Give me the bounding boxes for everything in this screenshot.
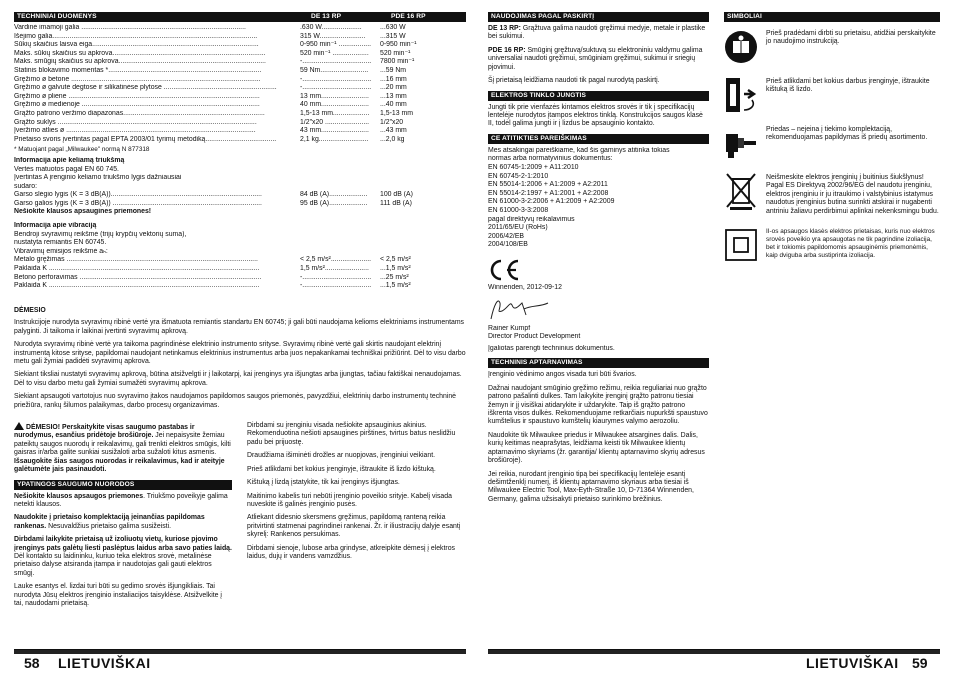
table-cell-v2: ...20 mm xyxy=(380,84,407,92)
table-cell-v1: -.................................... xyxy=(300,58,372,66)
table-cell-v2: 7800 min⁻¹ xyxy=(380,58,415,66)
table-row xyxy=(14,282,466,291)
left-page xyxy=(14,12,466,672)
table-row xyxy=(14,93,466,102)
table-cell-label: Sūkių skaičius laisva eiga....................................................................................... xyxy=(14,41,259,49)
ce-place-date: Winnenden, 2012-09-12 xyxy=(488,283,562,291)
text-line: nustatyta remiantis EN 60745. xyxy=(14,239,107,247)
table-cell-v1: 1,5 m/s²....................... xyxy=(300,265,369,273)
table-row xyxy=(14,256,466,265)
text-line: 2011/65/EU (RoHs) xyxy=(488,224,548,232)
table-cell-label: Gręžimo ø medienoje ............................................................................................. xyxy=(14,101,260,109)
signature xyxy=(488,295,709,325)
text-line: pagal direktyvų reikalavimus xyxy=(488,215,575,223)
table-row xyxy=(14,127,466,136)
paragraph: Dirbdami sienoje, lubose arba grindyse, atkreipkite dėmesį į elektros laidus, dujų ir vandens vamzdžius. xyxy=(247,544,455,561)
left-footer xyxy=(14,649,466,671)
right-page xyxy=(488,12,940,672)
paragraph: Maitinimo kabelis turi nebūti įrenginio poveikio srityje. Kabelį visada nuveskite iš galinės įrenginio pusės. xyxy=(247,492,452,508)
symbol-class-ii xyxy=(724,226,940,264)
ce-signatory: Rainer Kumpf xyxy=(488,324,531,332)
symbol-unplug-text: Prieš atlikdami bet kokius darbus įrenginyje, ištraukite kištuką iš lizdo. xyxy=(766,78,930,94)
general-warning: DĖMESIO! Perskaitykite visas saugumo pastabas ir nurodymus, esančius pridėtoje brošiūroje. Jei nepaisysite žemiau pateiktų saugos nuorodų ir reikalavimų, gali trenkti elektros smūgis, kilti gaisras ir/arba galite sunkiai susižaloti arba sužaloti kitus asmenis. Išsaugokite šias saugos nuorodas ir reikalavimus, kad ir ateityje galėtumėte jais pasinaudoti. xyxy=(14,424,231,474)
paragraph: Dažnai naudojant smūginio gręžimo režimu, reikia reguliariai nuo grąžto patrono pašalinti dulkes. Tam laikykite įrenginį grąžto patronu tiesiai žemyn ir jį visiškai atidarykite ir uždarykite. Taip iš grąžto patrono iškrenta visos dulkės. Rekomenduojame retkarčiais nupurkšti spaustuvo kumštelius ir spaustuvo kumštelių kiaurymes valymo aerozoliu. xyxy=(488,384,708,426)
table-cell-v1: 0-950 min⁻¹ ................. xyxy=(300,41,372,49)
accessory-icon xyxy=(724,124,758,162)
table-cell-label: Garso galios lygis (K = 3 dB(A)) .............................................................................. xyxy=(14,199,262,207)
table-cell-v1: -.................................... xyxy=(300,273,372,281)
table-cell-label: Įveržimo atlies ø ................................................................................................... xyxy=(14,127,256,135)
usage-pde16: PDE 16 RP: Smūginį gręžtuvą/suktuvą su elektroniniu valdymu galima universaliai naudoti gręžimui, smūginiam gręžimui, sukimui ir sriegių pjovimui. xyxy=(488,46,703,71)
table-cell-label: Betono perforavimas ............................................................................................... xyxy=(14,273,262,281)
text-line: 2004/108/EB xyxy=(488,241,528,249)
table-cell-v1: 40 mm......................... xyxy=(300,101,369,109)
table-row xyxy=(14,67,466,76)
attention-title: DĖMESIO xyxy=(14,306,46,314)
vibration-intro xyxy=(14,231,466,257)
text-line: EN 61000-3-2:2006 + A1:2009 + A2:2009 xyxy=(488,198,615,206)
read-manual-icon xyxy=(724,28,758,66)
usage-de13: DE 13 RP: Grąžtuva galima naudoti gręžimui medyje, metale ir plastike bei sukimui. xyxy=(488,25,706,41)
symbol-accessory-text: Priedas – nejeina į tiekimo komplektaciją, rekomenduojamas papildymas iš priedų asortimento. xyxy=(766,126,928,142)
table-row xyxy=(14,41,466,50)
text-line: Įvertintas A įrenginio keliamo triukšmo lygis dažniausiai xyxy=(14,174,182,182)
table-cell-v2: ...25 m/s² xyxy=(380,273,409,281)
signature-icon xyxy=(488,295,558,323)
table-row xyxy=(14,24,466,33)
table-cell-v2: 111 dB (A) xyxy=(380,199,412,207)
table-row xyxy=(14,58,466,67)
noise-title: Informacija apie keliamą triukšmą xyxy=(14,156,125,164)
maintenance-text xyxy=(488,371,709,504)
paragraph: Siekiant tiksliai nustatyti svyravimų apkrovą, būtina atsižvelgti ir į laikotarpį, kai įrenginys yra išjungtas arba įjungtas, tačiau faktiškai nenaudojamas. Dėl to visu darbo metu gali žymiai sumažėti svyravimų apkrova. xyxy=(14,371,462,387)
table-cell-label: Gręžimo ø galvutė degtose ir silikatinėse plytose ........................................................... xyxy=(14,84,277,92)
table-cell-label: Prietaiso svoris įvertintas pagal EPTA 2003/01 tyrimų metodiką..................................... xyxy=(14,135,277,143)
text-line: Vertės matuotos pagal EN 60 745. xyxy=(14,165,119,173)
table-cell-v1: < 2,5 m/s²..................... xyxy=(300,256,372,264)
paragraph: Atliekant didesnio skersmens gręžimus, papildomą ranteną reikia pritvirtinti statmenai pagrindinei rankenai. Žr. ir iliustracijų dalyje esantį skyrelį: Rankenos persukimas. xyxy=(247,514,461,539)
table-row xyxy=(14,200,466,209)
table-cell-v2: 1/2"x20 xyxy=(380,118,404,126)
ce-text xyxy=(488,147,709,250)
symbol-read-manual xyxy=(724,28,940,66)
table-cell-v1: 13 mm......................... xyxy=(300,92,369,100)
paragraph: Draudžiama išiminėti drožles ar nuopjovas, įrenginiui veikiant. xyxy=(247,452,436,460)
text-line: EN 55014-2:1997 + A1:2001 + A2:2008 xyxy=(488,189,609,197)
text-line: EN 61000-3-3:2008 xyxy=(488,206,549,214)
table-cell-label: Maks. smūgių skaičius su apkrova............................................................................. xyxy=(14,58,266,66)
table-cell-v2: 0-950 min⁻¹ xyxy=(380,41,417,49)
noise-warning: Nešiokite klausos apsaugines priemones! xyxy=(14,208,152,216)
weee-bin-icon xyxy=(724,172,758,210)
table-row xyxy=(14,265,466,274)
table-cell-v1: 520 min⁻¹ ................... xyxy=(300,49,369,57)
table-cell-label: Metalo gręžimas .................................................................................................... xyxy=(14,256,258,264)
text-line: EN 55014-1:2006 + A1:2009 + A2:2011 xyxy=(488,181,608,189)
table-cell-v1: 84 dB (A).................... xyxy=(300,191,368,199)
table-cell-label: Grąžto patrono veržimo diapazonas.......................................................................... xyxy=(14,109,265,117)
table-cell-v2: ...1,5 m/s² xyxy=(380,282,411,290)
right-col-2 xyxy=(724,12,940,274)
noise-intro xyxy=(14,166,466,192)
right-footer xyxy=(488,649,940,671)
right-page-number: 59 xyxy=(912,655,928,671)
text-line: EN 60745-1:2009 + A11:2010 xyxy=(488,163,579,171)
table-cell-v1: -.................................... xyxy=(300,75,372,83)
usage-header: NAUDOJIMAS PAGAL PASKIRTĮ xyxy=(488,12,709,22)
table-cell-v2: 100 dB (A) xyxy=(380,191,413,199)
table-cell-v2: 520 min⁻¹ xyxy=(380,49,411,57)
symbol-accessory xyxy=(724,124,940,162)
symbol-class-ii-text: II-os apsaugos klasės elektros prietaisas, kuris nuo elektros srovės poveikio yra apsaugotas ne tik pagrindine izoliacija, bet ir tokiomis papildomomis apsauginėmis priemonėmis, kaip dviguba arba sustiprinta izoliacija. xyxy=(766,228,935,259)
maintenance-header: TECHNINIS APTARNAVIMAS xyxy=(488,358,709,368)
table-cell-v2: ...16 mm xyxy=(380,75,407,83)
table-row xyxy=(14,191,466,200)
table-row xyxy=(14,84,466,93)
table-cell-label: Vardinė imamoji galia ...................................................................................... xyxy=(14,24,246,31)
table-cell-v1: 95 dB (A).................... xyxy=(300,199,368,207)
tech-data-table xyxy=(14,24,466,144)
table-row xyxy=(14,50,466,59)
paragraph: Naudokite tik Milwaukee priedus ir Milwaukee atsargines dalis. Dalis, kurių keitimas neaprašytas, leidžiama keisti tik Milwaukee klientų aptarnavimo skyriams (žr. garantija/ klientų aptarnavimo skyrių adresus brošiūroje). xyxy=(488,431,705,465)
paragraph: Siekiant apsaugoti vartotojus nuo svyravimo įtakos naudojamos papildomos saugos priemonės, pavyzdžiui, elektrinių darbo instrumentų techninė priežiūra, rankų šilumos palaikymas, darbo procesų organizavimas. xyxy=(14,393,457,409)
left-language: LIETUVIŠKAI xyxy=(58,655,151,671)
connection-header: ELEKTROS TINKLO JUNGTIS xyxy=(488,91,709,101)
table-cell-v1: 1/2"x20 ....................... xyxy=(300,118,370,126)
table-cell-v2: ...59 Nm xyxy=(380,66,407,74)
paragraph: Dirbdami su įrenginiu visada nešiokite apsauginius akinius. Rekomenduotina nešioti apsaugines pirštines, tvirtus batus neslidžiu padu bei prijuostę. xyxy=(247,422,456,446)
safety-hearing: Nešiokite klausos apsaugos priemones. Triukšmo poveikyje galima netekti klausos. xyxy=(14,492,228,508)
table-cell-v2: ...13 mm xyxy=(380,92,407,100)
table-cell-label: Statinis blokavimo momentas *................................................................................ xyxy=(14,66,262,74)
table-cell-v2: 1,5-13 mm xyxy=(380,109,413,117)
ce-header: CE ATITIKTIES PAREIŠKIMAS xyxy=(488,134,709,144)
table-cell-v1: 1,5-13 mm................... xyxy=(300,109,370,117)
right-col-1 xyxy=(488,12,709,509)
left-footer-bar xyxy=(14,650,466,654)
noise-table xyxy=(14,191,466,208)
table-cell-v2: < 2,5 m/s² xyxy=(380,256,411,264)
text-line: EN 60745-2-1:2010 xyxy=(488,172,549,180)
table-row xyxy=(14,33,466,42)
usage-note: Šį prietaisą leidžiama naudoti tik pagal nurodytą paskirtį. xyxy=(488,77,660,85)
table-cell-label: Garso slėgio lygis (K = 3 dB(A))............................................................................... xyxy=(14,191,262,199)
ce-signatory-title: Director Product Development xyxy=(488,333,581,341)
class-ii-icon xyxy=(724,226,758,264)
text-line: normas arba normatyvinius dokumentus: xyxy=(488,155,613,163)
vibration-table xyxy=(14,256,466,290)
ce-authorized: Įgaliotas parengti techninius dokumentus. xyxy=(488,344,615,352)
table-row xyxy=(14,119,466,128)
paragraph: Prieš atlikdami bet kokius įrenginyje, ištraukite iš lizdo kištuką. xyxy=(247,465,436,473)
table-cell-label: Paklaida K .............................................................................................................. xyxy=(14,282,260,290)
connection-text: Jungti tik prie vienfazės kintamos elektros srovės ir tik į specifikacijų lentelėje nurodytos įtampos elektros tinklą. Konstrukcijos saugos klasė II, todėl galima jungti ir į lizdus be apsauginio kontakto. xyxy=(488,103,703,128)
paragraph: Kištuką į lizdą įstatykite, tik kai įrenginys išjungtas. xyxy=(247,479,400,487)
table-cell-v1: 2,1 kg.......................... xyxy=(300,135,369,143)
table-cell-v1: -.................................... xyxy=(300,282,372,290)
col-de13rp: DE 13 RP xyxy=(311,13,342,20)
safety-handles: Naudokite į prietaiso komplektaciją įeinančias papildomas rankenas. Nesuvaldžius prietaiso galima susižeisti. xyxy=(14,514,205,530)
safety-column xyxy=(14,422,232,614)
symbols-header: SIMBOLIAI xyxy=(724,12,940,22)
text-line: sudaro: xyxy=(14,182,37,190)
tech-footnote: * Matuojant pagal „Milwaukee" normą N 877318 xyxy=(14,146,150,154)
text-line: Mes atsakingai pareiškiame, kad šis gaminys atitinka tokias xyxy=(488,146,670,154)
vibration-title: Informacija apie vibraciją xyxy=(14,222,97,230)
symbol-read-manual-text: Prieš pradėdami dirbti su prietaisu, atidžiai perskaitykite jo naudojimo instrukciją. xyxy=(766,30,936,46)
ce-mark xyxy=(488,258,709,284)
tech-data-title: TECHNINIAI DUOMENYS xyxy=(17,13,97,20)
table-cell-v2: ...40 mm xyxy=(380,101,407,109)
paragraph: Nurodyta svyravimų ribinė vertė yra taikoma pagrindinėse elektrinio instrumento srityse. Svyravimų ribinė vertė gali skirtis naudojant elektrinį instrumentą kitose srityse, papildomai naudojant netinkamus elektrinius instrumentus arba juos nepakankamai techniškai prižiūrint. Dėl to visu darbo metu gali žymiai padidėti svyravimų apkrova. xyxy=(14,341,466,365)
table-cell-v1: 59 Nm......................... xyxy=(300,66,369,74)
safety-header: YPATINGOS SAUGUMO NUORODOS xyxy=(14,480,232,490)
table-cell-v1: 315 W........................ xyxy=(300,32,366,40)
right-language: LIETUVIŠKAI xyxy=(806,655,899,671)
text-line: Bendroji svyravimų reikšmė (trijų krypčių vektorių suma), xyxy=(14,230,187,238)
symbol-weee-text: Neišmeskite elektros įrenginių į buitinius šiukšlynus! Pagal ES Direktyvą 2002/96/EG del naudotu įrenginiu, elektros įrenginiu ir ju itraukimo i valstybinius istatymus naudotus įrenginius butina surinkti atskirai ir nugabenti antriniu žaliavu perdirbimui aplinkai nekenksmingu budu. xyxy=(766,174,939,215)
paragraph: Jei reikia, nurodant įrenginio tipą bei specifikacijų lentelėje esantį dešimtženklį numerį, iš klientų aptarnavimo skyriaus arba tiesiai iš Milwaukee Electric Tool, Max-Eyth-Straße 10, D-71364 Winnenden, Germany, galima užsisakyti prietaiso surinkimo brėžinius. xyxy=(488,470,694,503)
safety-insulated: Dirbdami laikykite prietaisą už izoliuotų vietų, kuriose pjovimo įrenginys pats galėtų liesti paslėptus laidus arba savo paties laidą. Dėl kontakto su laidininku, kuriuo teka elektros srovė, metalinėse prietaiso dalyse atsiranda įtampa ir naudotojas gali gauti elektros smūgį. xyxy=(14,536,232,577)
table-cell-label: Maks. sūkių skaičius su apkrova................................................................................ xyxy=(14,49,266,57)
table-cell-label: Gręžimo ø plienе .................................................................................................... xyxy=(14,92,260,100)
paragraph: Instrukcijoje nurodyta svyravimų ribinė vertė yra išmatuota remiantis standartu EN 60745; ji gali būti naudojama kelioms elektriniams instrumentams palyginti. Ji taikoma ir laikinai įvertinti svyravimų apkrovą. xyxy=(14,319,465,335)
right-footer-bar xyxy=(488,650,940,654)
table-cell-v1: .630 W..................... xyxy=(300,24,362,31)
tech-data-header xyxy=(14,12,466,22)
table-cell-label: Paklaida K .............................................................................................................. xyxy=(14,265,260,273)
warning-triangle-icon xyxy=(14,422,24,430)
table-cell-v2: ...2,0 kg xyxy=(380,135,405,143)
table-row xyxy=(14,136,466,145)
table-cell-v2: ...315 W xyxy=(380,32,406,40)
attention-text xyxy=(14,319,466,410)
table-row xyxy=(14,274,466,283)
text-line: 2006/42/EB xyxy=(488,232,525,240)
table-cell-label: Gręžimo ø betone ................................................................................................... xyxy=(14,75,261,83)
unplug-icon xyxy=(724,76,758,114)
table-cell-label: Grąžto suklys ........................................................................................................ xyxy=(14,118,257,126)
symbol-unplug xyxy=(724,76,940,114)
safety-rcd: Lauke esantys el. lizdai turi būti su gedimo srovės išjungikliais. Tai nurodyta Jūsų elektros įrenginio instaliacijos taisyklėse. Atsižvelkite į tai, naudodami prietaisą. xyxy=(14,583,222,608)
ce-mark-icon xyxy=(488,258,522,282)
table-cell-v2: ...43 mm xyxy=(380,127,407,135)
table-row xyxy=(14,110,466,119)
table-row xyxy=(14,76,466,85)
table-cell-label: Išėjimo galia........................................................................................................... xyxy=(14,32,258,40)
col-pde16rp: PDE 16 RP xyxy=(391,13,426,20)
table-row xyxy=(14,101,466,110)
paragraph: Įrenginio vėdinimo angos visada turi būti švarios. xyxy=(488,371,637,379)
table-cell-v1: 43 mm......................... xyxy=(300,127,369,135)
symbol-weee xyxy=(724,172,940,216)
table-cell-v2: ...630 W xyxy=(380,24,406,31)
safety-column-2 xyxy=(247,422,466,566)
table-cell-v1: -.................................... xyxy=(300,84,372,92)
table-cell-v2: ...1,5 m/s² xyxy=(380,265,411,273)
text-line: Vibravimų emisijos reikšmė aₕ: xyxy=(14,247,108,255)
left-page-number: 58 xyxy=(24,655,40,671)
